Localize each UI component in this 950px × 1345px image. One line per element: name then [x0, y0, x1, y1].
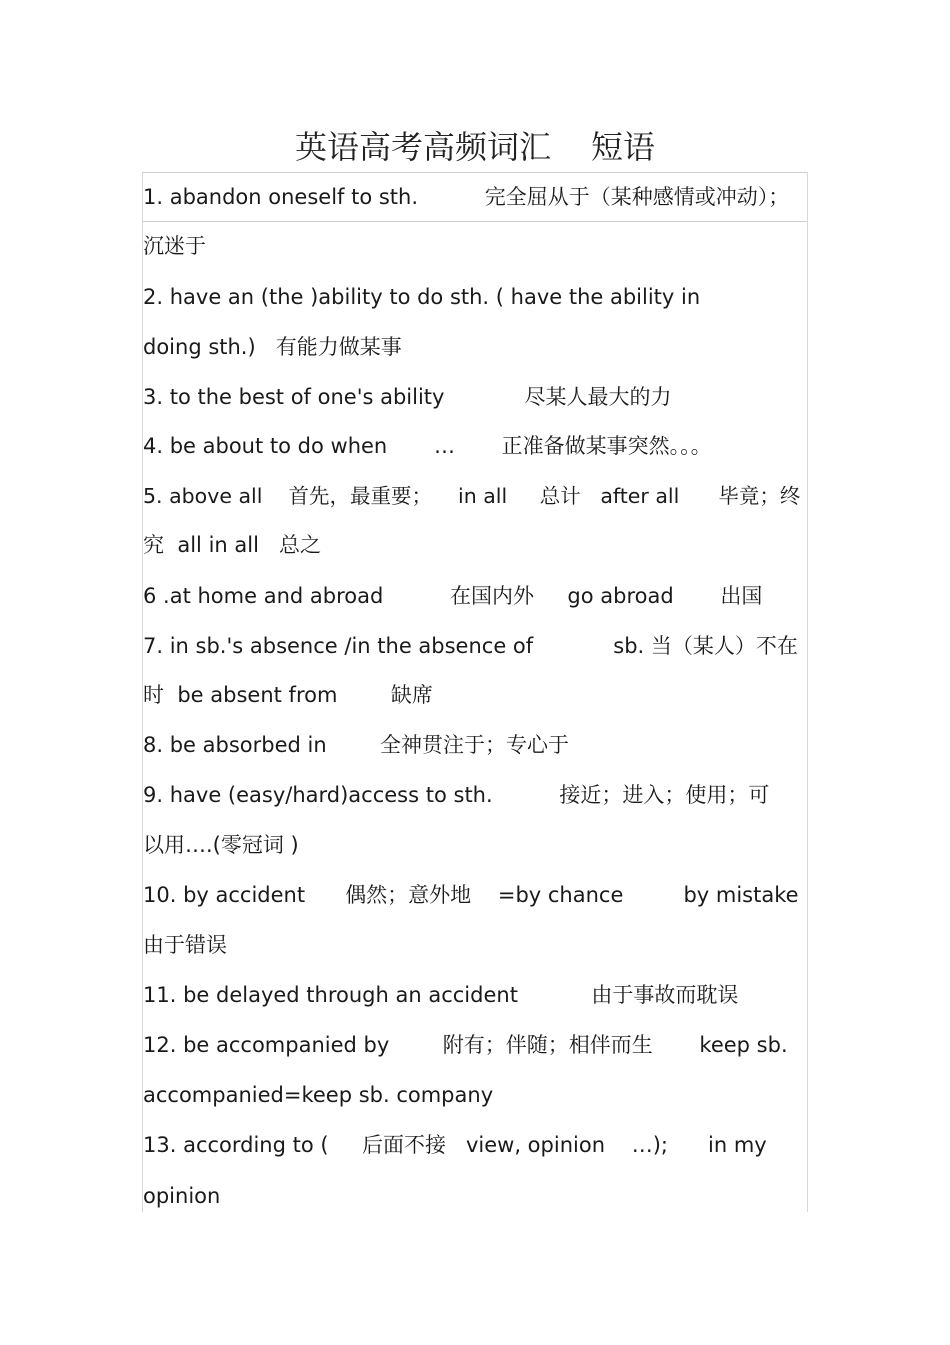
- phrase-line: 12. be accompanied by 附有；伴随；相伴而生 keep sb.: [143, 1033, 788, 1057]
- phrase-line: opinion: [143, 1184, 221, 1208]
- phrase-line: 究 all in all 总之: [143, 533, 321, 557]
- phrase-line: 6 .at home and abroad 在国内外 go abroad 出国: [143, 584, 763, 608]
- phrase-line: 1. abandon oneself to sth. 完全屈从于（某种感情或冲动）；: [143, 185, 790, 209]
- phrase-line: 3. to the best of one's ability 尽某人最大的力: [143, 385, 672, 409]
- title-sub: 短语: [591, 128, 656, 166]
- phrase-line: 9. have (easy/hard)access to sth. 接近；进入；使用；可: [143, 783, 770, 807]
- row-divider: [142, 221, 807, 222]
- phrase-line: 4. be about to do when … 正准备做某事突然。。。: [143, 434, 712, 458]
- phrase-line: 以用….(零冠词 ): [143, 833, 299, 857]
- phrase-line: 2. have an (the )ability to do sth. ( have the ability in: [143, 285, 701, 309]
- phrase-line: 8. be absorbed in 全神贯注于；专心于: [143, 733, 570, 757]
- phrase-line: 5. above all 首先，最重要； in all 总计 after all 毕竟；终: [143, 484, 801, 508]
- phrase-line: 时 be absent from 缺席: [143, 683, 433, 707]
- phrase-line: accompanied=keep sb. company: [143, 1083, 494, 1107]
- top-rule: [142, 172, 807, 173]
- phrase-line: 由于错误: [143, 933, 227, 957]
- phrase-line: 10. by accident 偶然；意外地 =by chance by mistake: [143, 883, 799, 907]
- title-main: 英语高考高频词汇: [294, 128, 551, 166]
- phrase-line: 沉迷于: [143, 234, 206, 258]
- phrase-line: doing sth.) 有能力做某事: [143, 335, 402, 359]
- phrase-line: 7. in sb.'s absence /in the absence of sb. 当（某人）不在: [143, 634, 798, 658]
- phrase-line: 13. according to ( 后面不接 view, opinion …); in my: [143, 1133, 767, 1157]
- page-title: [0, 122, 950, 168]
- phrase-line: 11. be delayed through an accident 由于事故而耽误: [143, 983, 739, 1007]
